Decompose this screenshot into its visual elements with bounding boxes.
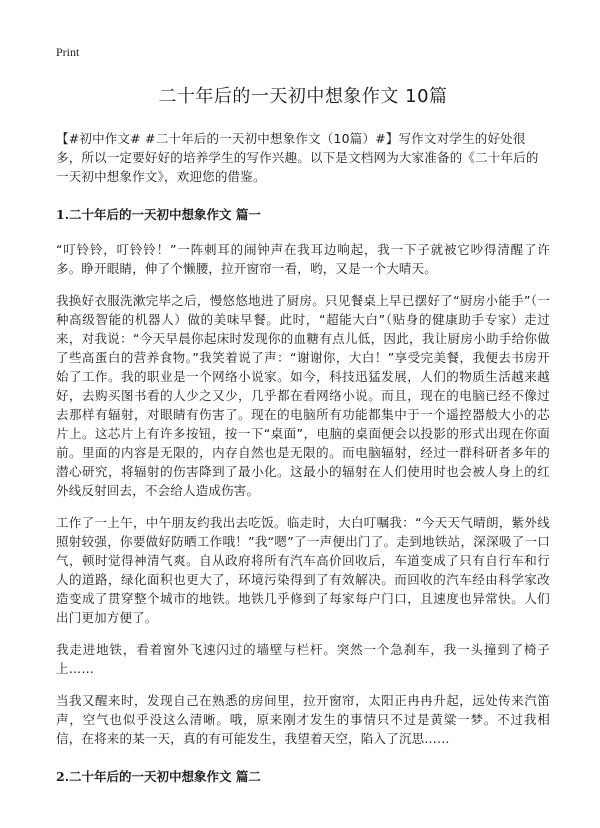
body-paragraph: “叮铃铃，叮铃铃！”一阵刺耳的闹钟声在我耳边响起，我一下子就被它吵得清醒了许多。睁开眼睛，伸了个懒腰，拉开窗帘一看，哟，又是一个大晴天。 <box>56 242 550 276</box>
body-paragraph: 当我又醒来时，发现自己在熟悉的房间里，拉开窗帘，太阳正冉冉升起，远处传来汽笛声，空气也似乎没这么清晰。哦，原来刚才发生的事情只不过是黄粱一梦。不过我相信，在将来的某一天，真的有可能发生，我望着天空，陷入了沉思…… <box>56 693 550 746</box>
section-heading-2: 2.二十年后的一天初中想象作文 篇二 <box>56 769 261 784</box>
document-title: 二十年后的一天初中想象作文 10篇 <box>158 86 448 107</box>
print-label: Print <box>56 45 80 59</box>
body-paragraph: 我走进地铁，看着窗外飞速闪过的墙壁与栏杆。突然一个急刹车，我一头撞到了椅子上…… <box>56 642 550 676</box>
body-paragraph: 我换好衣服洗漱完毕之后，慢悠悠地进了厨房。只见餐桌上早已摆好了“厨房小能手”（一种高级智能的机器人）做的美味早餐。此时，“超能大白”（贴身的健康助手专家）走过来，对我说：“今天早晨你起床时发现你的血糖有点儿低，因此，我让厨房小助手给你做了些高蛋白的营养食物。”我笑着说了声：“谢谢你，大白！”享受完美餐，我便去书房开始了工作。我的职业是一个网络小说家。如今，科技迅猛发展，人们的物质生活越来越好，去购买图书看的人少之又少，几乎都在看网络小说。而且，现在的电脑已经不像过去那样有辐射，对眼睛有伤害了。现在的电脑所有功能都集中于一个遥控器般大小的芯片上。这芯片上有许多按钮，按一下“桌面”，电脑的桌面便会以投影的形式出现在你面前。里面的内容是无限的，内存自然也是无限的。而电脑辐射，经过一群科研者多年的潜心研究，将辐射的伤害降到了最小化。这最小的辐射在人们使用时也会被人身上的红外线反射回去，不会给人造成伤害。 <box>56 293 550 498</box>
intro-paragraph: 【#初中作文# #二十年后的一天初中想象作文（10篇）#】写作文对学生的好处很多，所以一定要好好的培养学生的写作兴趣。以下是文档网为大家准备的《二十年后的一天初中想象作文》，欢迎您的借鉴。 <box>56 131 539 184</box>
section-heading-1: 1.二十年后的一天初中想象作文 篇一 <box>56 207 261 222</box>
body-paragraph: 工作了一上午，中午朋友约我出去吃饭。临走时，大白叮嘱我：“今天天气晴朗，紫外线照射较强，你要做好防晒工作哦！”我“嗯”了一声便出门了。走到地铁站，深深吸了一口气，顿时觉得神清气爽。自从政府将所有汽车高价回收后，车道变成了只有自行车和行人的道路，绿化面积也更大了，环境污染得到了有效解决。而回收的汽车经由科学家改造变成了贯穿整个城市的地铁。地铁几乎修到了每家每户门口，且速度也异常快。人们出门更加方便了。 <box>56 515 550 625</box>
